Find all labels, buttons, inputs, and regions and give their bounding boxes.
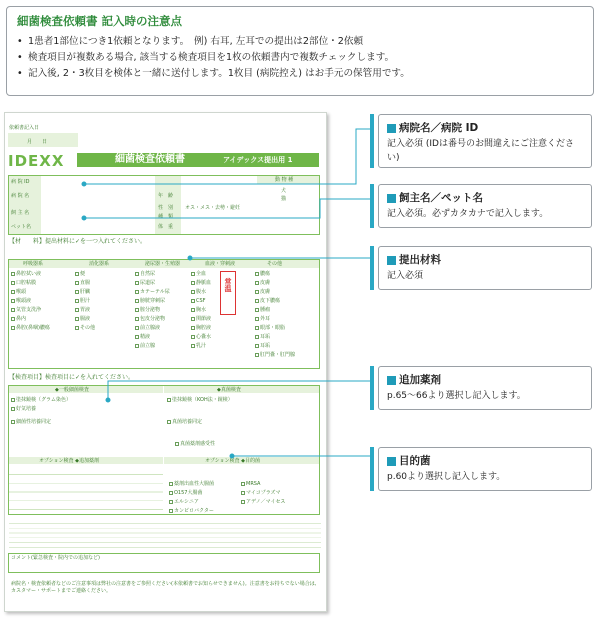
target-item[interactable]: 薬剤出血性大腸菌 xyxy=(169,481,214,487)
callout-bar xyxy=(370,246,374,290)
material-item[interactable]: 尿道尿 xyxy=(135,280,155,286)
callout-target: 目的菌 p.60より選択し記入します。 xyxy=(378,447,592,491)
idexx-logo: IDEXX xyxy=(8,152,65,170)
material-item[interactable]: 気管支洗浄 xyxy=(11,307,41,313)
material-item[interactable]: 自然尿 xyxy=(135,271,155,277)
material-item[interactable]: 皮下膿瘍 xyxy=(255,298,280,304)
material-col-respiratory: 呼吸器系 xyxy=(23,261,44,267)
form-title: 細菌検査依頼書 xyxy=(115,154,185,165)
fine-print xyxy=(9,519,321,549)
material-item[interactable]: 鼻腔(鼻咽)膿瘍 xyxy=(11,325,50,331)
material-col-blood: 血液・穿刺液 xyxy=(205,261,236,267)
field-owner-name: 飼 主 名 xyxy=(11,210,30,216)
notes-box xyxy=(6,6,594,96)
option-label: オプション検査 ◆追加薬剤 xyxy=(39,458,99,464)
material-item[interactable]: 腹水 xyxy=(191,289,206,295)
field-hospital-id: 病 院 ID xyxy=(11,179,30,185)
field-pet-name: ペット名 xyxy=(11,224,32,230)
comment-label: コメント(緊急検査・院内での追加など) xyxy=(11,555,100,561)
animal-dog[interactable]: 犬 xyxy=(281,188,287,194)
material-item[interactable]: 胆汁 xyxy=(75,298,90,304)
material-item[interactable]: 便 xyxy=(75,271,85,277)
target-item[interactable]: カンピロバクター xyxy=(169,508,214,514)
fungal-label: ◆真菌検査 xyxy=(217,387,241,393)
square-bullet-icon xyxy=(387,376,396,385)
animal-cat[interactable]: 猫 xyxy=(281,196,287,202)
material-item[interactable]: 腫瘤 xyxy=(255,307,270,313)
animal-label: 動 物 種 xyxy=(275,177,294,183)
request-form xyxy=(4,112,327,612)
material-item[interactable]: 眼部・眼脂 xyxy=(255,325,285,331)
material-item[interactable]: CSF xyxy=(191,298,206,304)
test-item[interactable]: 塗抹鏡検（KOH法・鏡検） xyxy=(167,397,233,403)
material-item[interactable]: 静脈血 xyxy=(191,280,211,286)
material-item[interactable]: 包皮分泌物 xyxy=(135,316,165,322)
option-lines[interactable] xyxy=(9,466,163,514)
square-bullet-icon xyxy=(387,457,396,466)
material-item[interactable]: 前立腺 xyxy=(135,343,155,349)
target-item[interactable]: O157大腸菌 xyxy=(169,490,202,496)
material-item[interactable]: 腟分泌物 xyxy=(135,307,160,313)
material-item[interactable]: 鼻腔拭い液 xyxy=(11,271,41,277)
material-item[interactable]: 膿瘍 xyxy=(255,271,270,277)
material-item[interactable]: 胃液 xyxy=(75,307,90,313)
material-item[interactable]: 肛門嚢・肛門腺 xyxy=(255,352,295,358)
field-sex: 性 別 xyxy=(158,205,174,211)
material-item[interactable]: 鼻内 xyxy=(11,316,26,322)
target-item[interactable]: MRSA xyxy=(241,481,260,487)
notes-list xyxy=(17,34,583,82)
footer-note: 病院名・検査依頼者などのご注意事項は弊社の注意書をご参照ください(本依頼書でお知らせできません)。注意書をお持ちでない場合は, カスタマー・サポートまでご連絡ください。 xyxy=(11,581,317,594)
material-item[interactable]: 全血 xyxy=(191,271,206,277)
material-item[interactable]: 精液 xyxy=(135,334,150,340)
field-age: 年 齢 xyxy=(158,193,174,199)
date-units: 月 日 xyxy=(27,139,48,145)
square-bullet-icon xyxy=(387,194,396,203)
callout-bar xyxy=(370,184,374,228)
material-item[interactable]: 外耳 xyxy=(255,316,270,322)
material-item[interactable]: 前立腺液 xyxy=(135,325,160,331)
material-item[interactable]: 肝臓 xyxy=(75,289,90,295)
square-bullet-icon xyxy=(387,124,396,133)
material-section-title: 【材 料】提出材料に✓を一つ入れてください。 xyxy=(9,238,147,245)
material-item[interactable]: その他 xyxy=(75,325,95,331)
callout-bar xyxy=(370,366,374,410)
test-item[interactable]: 真菌薬剤感受性 xyxy=(175,441,215,447)
test-item[interactable]: 好気培養 xyxy=(11,406,36,412)
material-item[interactable]: 喉頭 xyxy=(11,289,26,295)
sex-values: オス・メス・去勢・避妊 xyxy=(185,205,240,211)
square-bullet-icon xyxy=(387,256,396,265)
test-item[interactable]: 細菌性培養同定 xyxy=(11,419,51,425)
callout-bar xyxy=(370,114,374,168)
notes-title: 細菌検査依頼書 記入時の注意点 xyxy=(17,14,183,28)
copy-label: アイデックス提出用 1 xyxy=(223,156,293,164)
test-item[interactable]: 塗抹鏡検（グラム染色） xyxy=(11,397,71,403)
callout-owner: 飼主名／ペット名 記入必須。必ずカタカナで記入します。 xyxy=(378,184,592,228)
material-col-other: その他 xyxy=(267,261,283,267)
material-item[interactable]: 胸水 xyxy=(191,307,206,313)
fungal-header xyxy=(164,386,319,393)
note-item: • 検査項目が複数ある場合, 該当する検査項目を1枚の依頼書内で複数チェックします。 xyxy=(17,50,583,66)
target-label: オプション検査 ◆目的菌 xyxy=(205,458,260,464)
material-item[interactable]: 膀胱穿刺尿 xyxy=(135,298,165,304)
target-item[interactable]: アデノ／マイセス xyxy=(241,499,285,505)
material-item[interactable]: 腸液 xyxy=(75,316,90,322)
material-item[interactable]: 耳垢 xyxy=(255,334,270,340)
material-item[interactable]: 関節液 xyxy=(191,316,211,322)
general-label: ◆一般細菌検査 xyxy=(55,387,89,393)
callout-material: 提出材料 記入必須 xyxy=(378,246,592,290)
target-item[interactable]: マイコプラズマ xyxy=(241,490,280,496)
material-item[interactable]: 胸腔液 xyxy=(191,325,211,331)
material-item[interactable]: 喉頭液 xyxy=(11,298,31,304)
test-item[interactable]: 真菌培養同定 xyxy=(167,419,202,425)
note-item: • 1患者1部位につき1依頼となります。 例) 右耳, 左耳での提出は2部位・2依頼 xyxy=(17,34,583,50)
material-col-urogenital: 泌尿器・生殖器 xyxy=(145,261,181,267)
field-weight: 体 重 xyxy=(158,224,174,230)
material-item[interactable]: 乳汁 xyxy=(191,343,206,349)
urgent-label: 常温 xyxy=(224,278,232,292)
tests-section-title: 【検査項目】検査項目に✓を入れてください。 xyxy=(9,374,135,381)
patient-input-area[interactable] xyxy=(41,176,155,234)
target-item[interactable]: エルシニア xyxy=(169,499,199,505)
material-col-digestive: 消化器系 xyxy=(89,261,110,267)
material-item[interactable]: 皮膚 xyxy=(255,280,270,286)
material-item[interactable]: 直腸 xyxy=(75,280,90,286)
material-item[interactable]: カテーテル尿 xyxy=(135,289,170,295)
field-hospital-name: 病 院 名 xyxy=(11,193,30,199)
material-item[interactable]: 心嚢水 xyxy=(191,334,211,340)
callout-hospital: 病院名／病院 ID 記入必須 (IDは番号のお間違えにご注意ください) xyxy=(378,114,592,168)
material-item[interactable]: 皮膚 xyxy=(255,289,270,295)
material-item[interactable]: 耳垢 xyxy=(255,343,270,349)
callout-option: 追加薬剤 p.65～66より選択し記入します。 xyxy=(378,366,592,410)
material-item[interactable]: 口腔粘膜 xyxy=(11,280,36,286)
callout-bar xyxy=(370,447,374,491)
note-item: • 記入後, 2・3枚目を検体と一緒に送付します。1枚目 (病院控え) はお手元の保管用です。 xyxy=(17,66,583,82)
field-breed: 種 類 xyxy=(158,214,174,220)
date-label: 依頼書記入日 xyxy=(9,125,40,131)
